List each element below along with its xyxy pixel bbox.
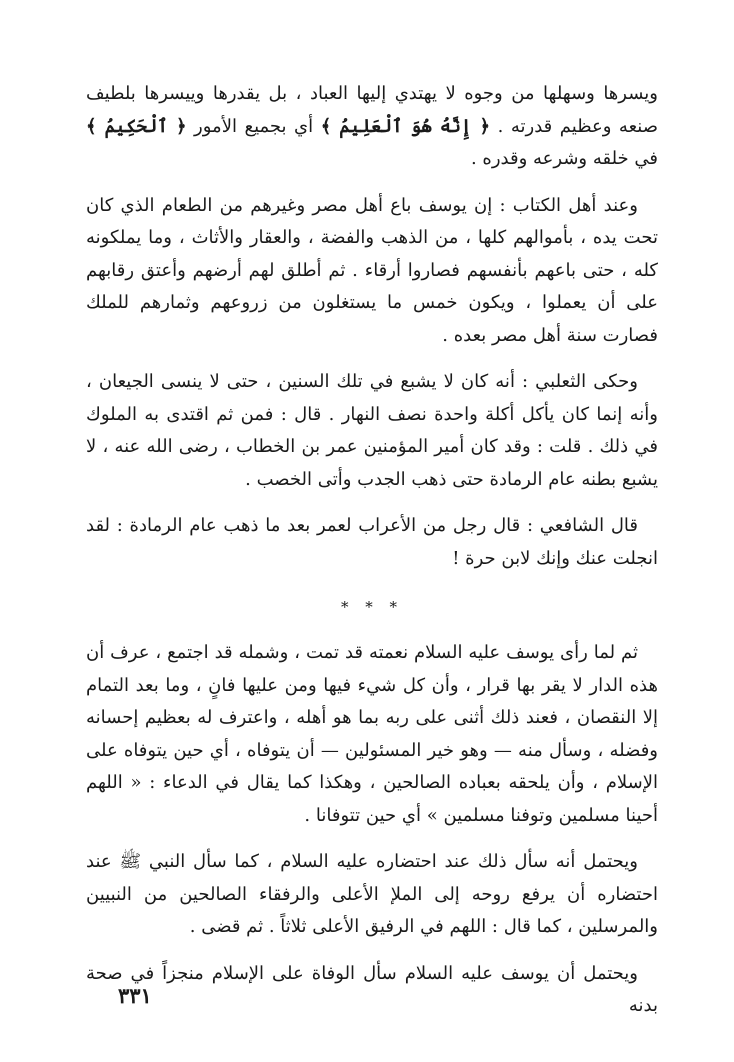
page-number: ٣٣١ xyxy=(118,983,152,1008)
section-divider: * * * xyxy=(340,598,404,616)
paragraph-1-before: ويسرها وسهلها من وجوه لا يهتدي إليها العباد ، بل يقدرها وييسرها بلطيف صنعه وعظيم قدرته . xyxy=(86,83,658,137)
paragraph-1-after: في خلقه وشرعه وقدره . xyxy=(470,148,658,169)
quran-verse-al-hakim: ﴿ ٱلْحَكِيمُ ﴾ xyxy=(86,115,187,137)
quran-verse-al-alim: ﴿ إِنَّهُ هُوَ ٱلْعَلِيمُ ﴾ xyxy=(320,115,491,137)
paragraph-7: ويحتمل أن يوسف عليه السلام سأل الوفاة على الإسلام منجزاً في صحة بدنه xyxy=(86,962,658,1016)
paragraph-1-middle: أي بجميع الأمور xyxy=(186,115,321,137)
paragraph-4: قال الشافعي : قال رجل من الأعراب لعمر بعد ما ذهب عام الرمادة : لقد انجلت عنك وإنك لابن حرة ! xyxy=(86,515,658,569)
paragraph-3: وحكى الثعلبي : أنه كان لا يشبع في تلك السنين ، حتى لا ينسى الجيعان ، وأنه إنما كان يأكل أكلة واحدة نصف النهار . قال : فمن ثم اقتدى به الملوك في ذلك . قلت : وقد كان أمير المؤمنين عمر بن الخطاب ، رضى الله عنه ، لا يشبع بطنه عام الرمادة حتى ذهب الجدب وأتى الخصب . xyxy=(86,371,658,490)
paragraph-1 xyxy=(86,78,658,176)
paragraph-6: ويحتمل أنه سأل ذلك عند احتضاره عليه السلام ، كما سأل النبي ﷺ عند احتضاره أن يرفع روحه إلى الملإ الأعلى والرفقاء الصالحين من النبيين والمرسلين ، كما قال : اللهم في الرفيق الأعلى ثلاثاً . ثم قضى . xyxy=(86,851,658,937)
paragraph-5: ثم لما رأى يوسف عليه السلام نعمته قد تمت ، وشمله قد اجتمع ، عرف أن هذه الدار لا يقر بها قرار ، وأن كل شيء فيها ومن عليها فانٍ ، وما بعد التمام إلا النقصان ، فعند ذلك أثنى على ربه بما هو أهله ، واعترف له بعظيم إحسانه وفضله ، وسأل منه — وهو خير المسئولين — أن يتوفاه ، أي حين يتوفاه على الإسلام ، وأن يلحقه بعباده الصالحين ، وهكذا كما يقال في الدعاء : « اللهم أحينا مسلمين وتوفنا مسلمين » أي حين تتوفانا . xyxy=(86,642,658,826)
paragraph-2: وعند أهل الكتاب : إن يوسف باع أهل مصر وغيرهم من الطعام الذي كان تحت يده ، بأموالهم كلها ، من الذهب والفضة ، والعقار والأثاث ، وما يملكونه كله ، حتى باعهم بأنفسهم فصاروا أرقاء . ثم أطلق لهم أرضهم وأعتق رقابهم على أن يعملوا ، ويكون خمس ما يستغلون من زروعهم وثمارهم للملك فصارت سنة أهل مصر بعده . xyxy=(86,194,658,346)
page-body xyxy=(86,78,658,1023)
